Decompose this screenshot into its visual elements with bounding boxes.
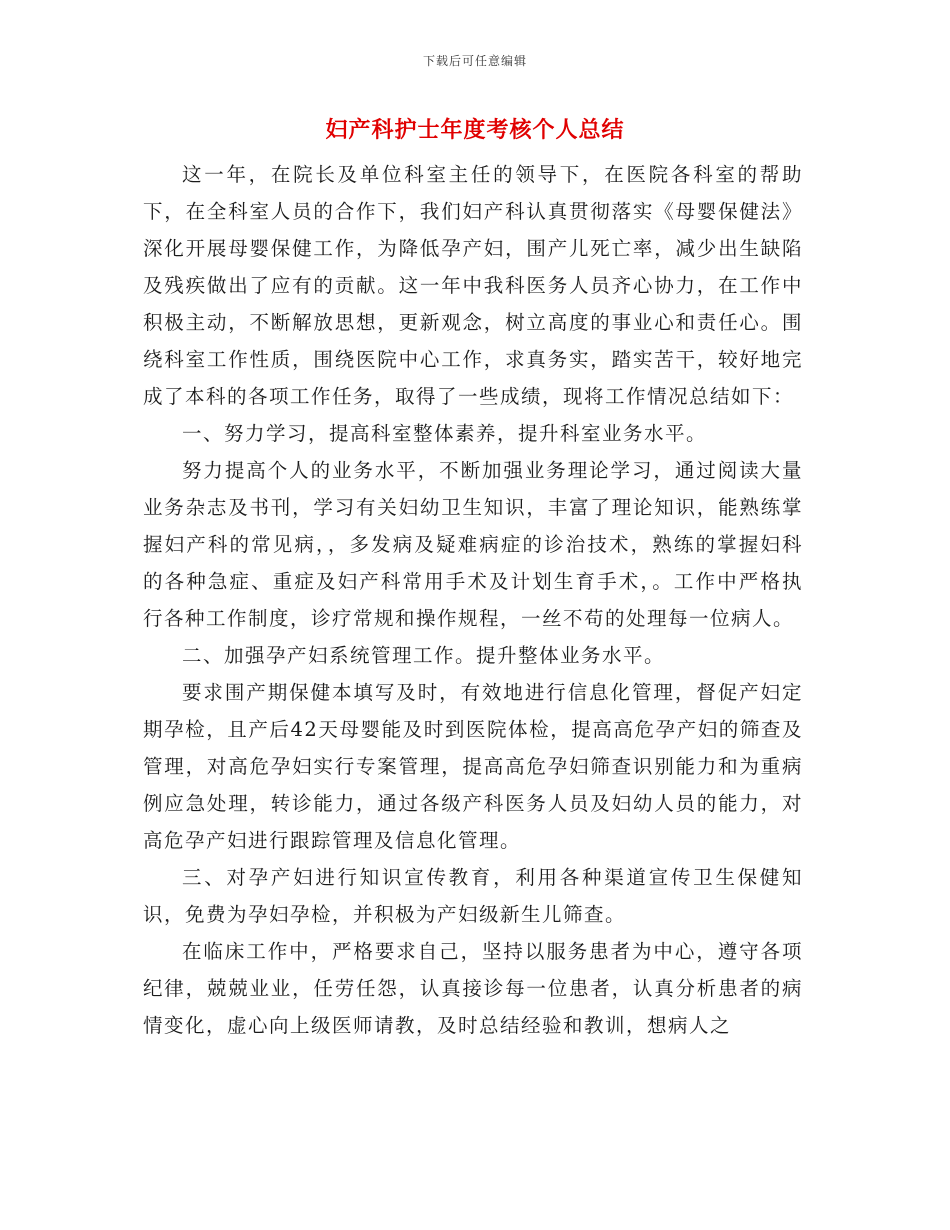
paragraph-section-2: 要求围产期保健本填写及时，有效地进行信息化管理，督促产妇定期孕检，且产后42天母婴能及时到医院体检，提高高危孕产妇的筛查及管理，对高危孕妇实行专案管理，提高高危孕妇筛查识别能力和为重病例应急处理，转诊能力，通过各级产科医务人员及妇幼人员的能力，对高危孕产妇进行跟踪管理及信息化管理。 xyxy=(143,681,803,852)
paragraph-intro: 这一年，在院长及单位科室主任的领导下，在医院各科室的帮助下，在全科室人员的合作下，我们妇产科认真贯彻落实《母婴保健法》深化开展母婴保健工作，为降低孕产妇，围产儿死亡率，减少出生缺陷及残疾做出了应有的贡献。这一年中我科医务人员齐心协力，在工作中积极主动，不断解放思想，更新观念，树立高度的事业心和责任心。围绕科室工作性质，围绕医院中心工作，求真务实，踏实苦干，较好地完成了本科的各项工作任务，取得了一些成绩，现将工作情况总结如下： xyxy=(143,163,803,408)
paragraph-section-1: 努力提高个人的业务水平，不断加强业务理论学习，通过阅读大量业务杂志及书刊，学习有关妇幼卫生知识，丰富了理论知识，能熟练掌握妇产科的常见病，，多发病及疑难病症的诊治技术，熟练的掌握妇科的各种急症、重症及妇产科常用手术及计划生育手术，。工作中严格执行各种工作制度，诊疗常规和操作规程，一丝不苟的处理每一位病人。 xyxy=(143,459,803,630)
paragraph-clinical-work: 在临床工作中，严格要求自己，坚持以服务患者为中心，遵守各项纪律，兢兢业业，任劳任怨，认真接诊每一位患者，认真分析患者的病情变化，虚心向上级医师请教，及时总结经验和教训，想病人之 xyxy=(143,940,803,1037)
section-heading-1: 一、努力学习，提高科室整体素养，提升科室业务水平。 xyxy=(182,422,708,445)
header-note: 下载后可任意编辑 xyxy=(422,54,527,68)
document-body xyxy=(143,156,803,1044)
section-heading-3: 三、对孕产妇进行知识宣传教育，利用各种渠道宣传卫生保健知识，免费为孕妇孕检，并积极为产妇级新生儿筛查。 xyxy=(143,866,803,926)
document-title: 妇产科护士年度考核个人总结 xyxy=(325,118,625,143)
section-heading-2: 二、加强孕产妇系统管理工作。提升整体业务水平。 xyxy=(182,644,666,667)
